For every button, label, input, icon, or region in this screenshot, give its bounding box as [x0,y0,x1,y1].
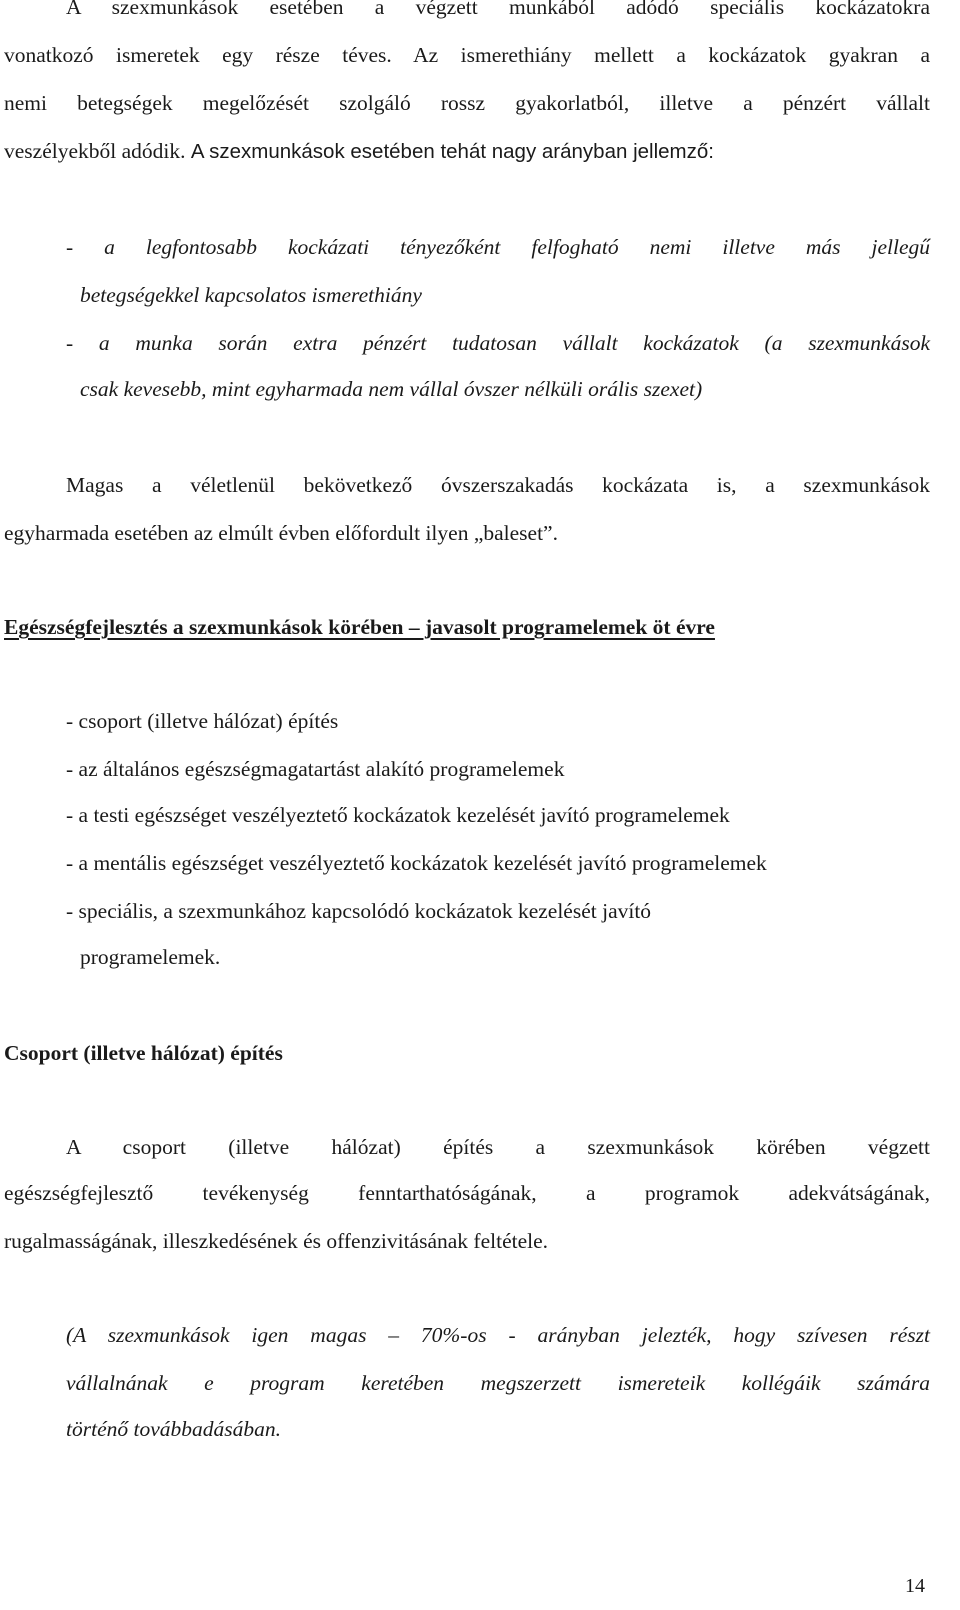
program-list-item-3: - a testi egészséget veszélyeztető kockázatok kezelését javító programelemek [66,803,730,827]
paragraph-2-line-2: egyharmada esetében az elmúlt évben előfordult ilyen „baleset”. [4,521,558,545]
page-number: 14 [905,1575,925,1597]
italic-list-item-2-line-1: - a munka során extra pénzért tudatosan vállalt kockázatok (a szexmunkások [66,331,930,355]
paragraph-1-line-1: A szexmunkások esetében a végzett munkából adódó speciális kockázatokra [66,0,930,19]
paragraph-2-line-1: Magas a véletlenül bekövetkező óvszerszakadás kockázata is, a szexmunkások [66,473,930,497]
program-list-item-1: - csoport (illetve hálózat) építés [66,709,339,733]
program-list-item-5-line-2: programelemek. [80,945,221,969]
paragraph-4-line-2: vállalnának e program keretében megszerzett ismereteik kollégáik számára [66,1371,930,1395]
paragraph-3-line-1: A csoport (illetve hálózat) építés a szexmunkások körében végzett [66,1135,930,1159]
paragraph-1-line-4-start: veszélyekből adódik. [4,139,186,163]
program-list-item-5-line-1: - speciális, a szexmunkához kapcsolódó kockázatok kezelését javító [66,899,652,923]
italic-list-item-1-line-1: - a legfontosabb kockázati tényezőként felfogható nemi illetve más jellegű [66,235,930,259]
paragraph-3-line-2: egészségfejlesztő tevékenység fenntarthatóságának, a programok adekvátságának, [4,1181,930,1205]
section-heading-csoport-epites: Csoport (illetve hálózat) építés [4,1041,283,1065]
paragraph-3-line-3: rugalmasságának, illeszkedésének és offenzivitásának feltétele. [4,1229,549,1253]
section-heading-programelemek: Egészségfejlesztés a szexmunkások körében – javasolt programelemek öt évre [4,615,715,639]
paragraph-1-line-3: nemi betegségek megelőzését szolgáló rossz gyakorlatból, illetve a pénzért vállalt [4,91,930,115]
paragraph-4-line-3: történő továbbadásában. [66,1417,281,1441]
paragraph-4-line-1: (A szexmunkások igen magas – 70%-os - arányban jelezték, hogy szívesen részt [66,1323,930,1347]
program-list-item-2: - az általános egészségmagatartást alakító programelemek [66,757,565,781]
italic-list-item-1-line-2: betegségekkel kapcsolatos ismerethiány [80,283,422,307]
italic-list-item-2-line-2: csak kevesebb, mint egyharmada nem vállal óvszer nélküli orális szexet) [80,377,703,401]
program-list-item-4: - a mentális egészséget veszélyeztető kockázatok kezelését javító programelemek [66,851,767,875]
paragraph-1-line-2: vonatkozó ismeretek egy része téves. Az ismerethiány mellett a kockázatok gyakran a [4,43,930,67]
paragraph-1-line-4-end: A szexmunkások esetében tehát nagy arányban jellemző: [190,140,714,163]
paragraph-1-line-4 [4,138,714,165]
